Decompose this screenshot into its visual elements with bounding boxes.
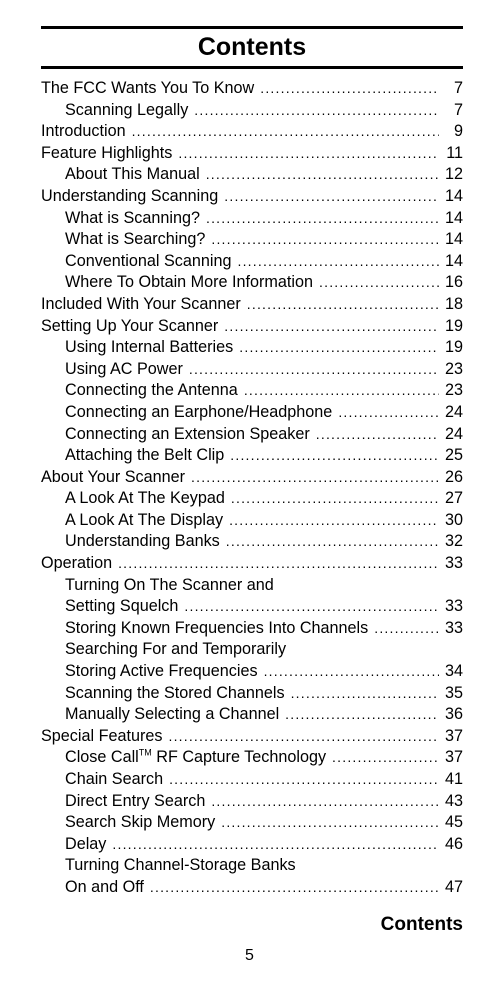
- toc-page-number: 25: [444, 446, 463, 465]
- toc-entry-title: [65, 445, 224, 467]
- toc-entry[interactable]: [41, 726, 463, 748]
- toc-entry-text: Conventional Scanning: [65, 251, 232, 270]
- page-number: 5: [245, 947, 254, 964]
- toc-page-number: 14: [444, 186, 463, 205]
- dot-leader: [291, 683, 439, 705]
- toc-page-number: 26: [444, 467, 463, 486]
- toc-entry-title: [65, 402, 332, 424]
- toc-entry-text: Connecting an Extension Speaker: [65, 424, 310, 443]
- dot-leader: [260, 78, 439, 100]
- toc-entry-title: [41, 726, 162, 748]
- toc-entry-text: Setting Up Your Scanner: [41, 316, 219, 335]
- dot-leader: [231, 488, 439, 510]
- toc-entry-text: Understanding Banks: [65, 532, 220, 551]
- dot-leader: [178, 143, 439, 165]
- toc-page-number: 16: [444, 273, 463, 292]
- toc-entry-title: [65, 164, 200, 186]
- toc-page-number: 9: [453, 122, 463, 141]
- toc-page-number: 14: [444, 251, 463, 270]
- toc-entry-text-after: RF Capture Technology: [151, 748, 327, 767]
- toc-entry[interactable]: [41, 337, 463, 359]
- toc-entry[interactable]: [41, 100, 463, 122]
- toc-entry-title: [65, 337, 233, 359]
- toc-page-number: 43: [444, 791, 463, 810]
- toc-entry[interactable]: [41, 186, 463, 208]
- toc-page-number: 37: [444, 726, 463, 745]
- toc-entry-title: [41, 467, 185, 489]
- toc-entry[interactable]: [41, 618, 463, 640]
- dot-leader: [211, 791, 439, 813]
- dot-leader: [332, 747, 439, 769]
- toc-page-number: 33: [444, 597, 463, 616]
- toc-entry-text: Setting Squelch: [65, 597, 179, 616]
- toc-entry-title: [65, 704, 279, 726]
- toc-entry-text: Search Skip Memory: [65, 813, 216, 832]
- toc-page-number: 24: [444, 402, 463, 421]
- toc-entry[interactable]: [41, 639, 463, 661]
- toc-entry[interactable]: [41, 380, 463, 402]
- dot-leader: [191, 467, 439, 489]
- dot-leader: [224, 186, 439, 208]
- toc-entry-title: [65, 639, 286, 661]
- toc-entry[interactable]: [41, 467, 463, 489]
- toc-entry-title: [65, 424, 310, 446]
- toc-entry[interactable]: [41, 575, 463, 597]
- toc-entry-title: [65, 877, 144, 899]
- toc-entry-text: Storing Known Frequencies Into Channels: [65, 618, 369, 637]
- toc-entry[interactable]: [41, 121, 463, 143]
- page-title: Contents: [197, 33, 307, 61]
- toc-entry-text: Turning Channel-Storage Banks: [65, 856, 296, 875]
- toc-page-number: 27: [444, 489, 463, 508]
- toc-entry-title: [41, 553, 112, 575]
- dot-leader: [238, 251, 439, 273]
- toc-entry-text: On and Off: [65, 877, 144, 896]
- toc-entry[interactable]: [41, 791, 463, 813]
- toc-entry-title: [65, 618, 368, 640]
- toc-page-number: 11: [446, 143, 463, 162]
- toc-entry-text: Introduction: [41, 122, 126, 141]
- toc-entry-text: Direct Entry Search: [65, 791, 206, 810]
- toc-entry-title: [65, 661, 258, 683]
- dot-leader: [194, 100, 439, 122]
- toc-entry-title: [65, 596, 178, 618]
- dot-leader: [169, 769, 439, 791]
- toc-entry-text: Using Internal Batteries: [65, 338, 234, 357]
- footer-section-label: Contents: [380, 914, 463, 935]
- toc-entry-title: [65, 575, 274, 597]
- toc-entry-text: Using AC Power: [65, 359, 183, 378]
- toc-page-number: 14: [444, 230, 463, 249]
- dot-leader: [229, 510, 439, 532]
- toc-entry-title: [65, 747, 326, 769]
- toc-entry[interactable]: [41, 488, 463, 510]
- toc-entry[interactable]: [41, 208, 463, 230]
- dot-leader: [239, 337, 439, 359]
- toc-entry-title: [41, 186, 218, 208]
- toc-entry-title: [65, 855, 296, 877]
- toc-entry-title: [65, 510, 223, 532]
- toc-entry-text: What is Scanning?: [65, 208, 200, 227]
- toc-entry-text: Close Call: [65, 748, 139, 767]
- dot-leader: [221, 812, 439, 834]
- toc-entry-text: Special Features: [41, 726, 163, 745]
- toc-entry-title: [65, 359, 183, 381]
- dot-leader: [112, 834, 439, 856]
- toc-page-number: 32: [444, 532, 463, 551]
- toc-entry-text: Scanning Legally: [65, 100, 189, 119]
- toc-page-number: 23: [444, 381, 463, 400]
- toc-entry-text: The FCC Wants You To Know: [41, 79, 255, 97]
- toc-entry[interactable]: [41, 229, 463, 251]
- toc-entry[interactable]: [41, 747, 463, 769]
- toc-entry[interactable]: [41, 769, 463, 791]
- toc-entry-title: [41, 294, 241, 316]
- toc-entry-title: [65, 531, 220, 553]
- dot-leader: [206, 164, 439, 186]
- toc-page-number: 24: [444, 424, 463, 443]
- toc-entry[interactable]: [41, 661, 463, 683]
- toc-entry-title: [65, 100, 188, 122]
- dot-leader: [285, 704, 439, 726]
- toc-entry-title: [65, 251, 232, 273]
- toc-entry-text: Delay: [65, 834, 107, 853]
- dot-leader: [319, 272, 439, 294]
- toc-entry[interactable]: [41, 855, 463, 877]
- toc-entry[interactable]: [41, 877, 463, 899]
- toc-page-number: 36: [444, 705, 463, 724]
- toc-page-number: 19: [444, 338, 463, 357]
- toc-page-number: 46: [444, 834, 463, 853]
- toc-entry[interactable]: [41, 683, 463, 705]
- toc-entry[interactable]: [41, 251, 463, 273]
- toc-entry-text: Connecting the Antenna: [65, 381, 238, 400]
- toc-page-number: 23: [444, 359, 463, 378]
- toc-entry-text: Connecting an Earphone/Headphone: [65, 402, 333, 421]
- dot-leader: [132, 121, 439, 143]
- toc-page-number: 35: [444, 683, 463, 702]
- bottom-rule: [41, 66, 463, 69]
- toc-entry[interactable]: [41, 445, 463, 467]
- table-of-contents: [41, 78, 463, 899]
- dot-leader: [189, 359, 439, 381]
- toc-entry-title: [41, 78, 254, 100]
- toc-entry-text: About This Manual: [65, 165, 200, 184]
- dot-leader: [224, 316, 439, 338]
- toc-entry-title: [41, 121, 126, 143]
- dot-leader: [118, 553, 439, 575]
- toc-entry-text: Turning On The Scanner and: [65, 575, 274, 594]
- toc-entry-title: [41, 316, 218, 338]
- contents-header: [41, 0, 463, 70]
- toc-page-number: 19: [444, 316, 463, 335]
- toc-entry[interactable]: [41, 78, 463, 100]
- toc-page-number: 45: [444, 813, 463, 832]
- dot-leader: [206, 208, 439, 230]
- toc-page-number: 14: [444, 208, 463, 227]
- toc-entry[interactable]: [41, 553, 463, 575]
- toc-page-number: 30: [444, 510, 463, 529]
- toc-entry[interactable]: [41, 272, 463, 294]
- toc-entry-text: Understanding Scanning: [41, 186, 219, 205]
- toc-page-number: 7: [453, 79, 463, 97]
- trademark-superscript: TM: [138, 748, 152, 759]
- toc-entry-text: Scanning the Stored Channels: [65, 683, 285, 702]
- dot-leader: [338, 402, 439, 424]
- toc-entry-title: [65, 488, 225, 510]
- toc-entry-text: Where To Obtain More Information: [65, 273, 314, 292]
- toc-entry[interactable]: [41, 704, 463, 726]
- dot-leader: [244, 380, 439, 402]
- toc-page-number: 33: [444, 618, 463, 637]
- toc-entry[interactable]: [41, 510, 463, 532]
- toc-entry-title: [65, 272, 313, 294]
- toc-entry-title: [65, 791, 205, 813]
- dot-leader: [184, 596, 439, 618]
- toc-entry-title: [65, 812, 215, 834]
- toc-entry-title: [65, 683, 285, 705]
- toc-entry[interactable]: [41, 316, 463, 338]
- toc-entry-title: [65, 834, 106, 856]
- dot-leader: [230, 445, 439, 467]
- toc-entry-text: Operation: [41, 554, 113, 573]
- toc-entry-title: [65, 208, 200, 230]
- dot-leader: [247, 294, 439, 316]
- toc-page-number: 47: [444, 877, 463, 896]
- toc-page-number: 34: [444, 662, 463, 681]
- dot-leader: [211, 229, 439, 251]
- toc-entry[interactable]: [41, 531, 463, 553]
- toc-entry-text: About Your Scanner: [41, 467, 186, 486]
- toc-page-number: 12: [444, 165, 463, 184]
- toc-entry[interactable]: [41, 424, 463, 446]
- toc-entry[interactable]: [41, 812, 463, 834]
- toc-entry-text: Chain Search: [65, 770, 164, 788]
- dot-leader: [316, 424, 439, 446]
- toc-page-number: 18: [444, 294, 463, 313]
- top-rule: [41, 26, 463, 29]
- toc-entry-title: [65, 769, 163, 791]
- toc-entry-title: [41, 143, 172, 165]
- toc-entry-title: [65, 380, 238, 402]
- toc-entry[interactable]: [41, 596, 463, 618]
- toc-page-number: 37: [444, 748, 463, 767]
- toc-entry[interactable]: [41, 402, 463, 424]
- toc-entry-text: Manually Selecting a Channel: [65, 705, 280, 724]
- toc-entry[interactable]: [41, 294, 463, 316]
- dot-leader: [226, 531, 439, 553]
- toc-entry-text: Storing Active Frequencies: [65, 662, 258, 681]
- toc-entry-text: Feature Highlights: [41, 143, 173, 162]
- toc-entry[interactable]: [41, 143, 463, 165]
- dot-leader: [150, 877, 439, 899]
- toc-entry-text: Included With Your Scanner: [41, 294, 241, 313]
- toc-entry-text: What is Searching?: [65, 230, 206, 249]
- dot-leader: [374, 618, 439, 640]
- toc-page-number: 7: [453, 100, 463, 119]
- toc-entry[interactable]: [41, 834, 463, 856]
- toc-entry-text: A Look At The Keypad: [65, 489, 225, 508]
- toc-entry-text: Attaching the Belt Clip: [65, 446, 225, 465]
- dot-leader: [264, 661, 439, 683]
- toc-entry-text: Searching For and Temporarily: [65, 640, 287, 659]
- toc-page-number: 33: [444, 554, 463, 573]
- toc-entry-text: A Look At The Display: [65, 510, 224, 529]
- toc-entry[interactable]: [41, 164, 463, 186]
- dot-leader: [168, 726, 439, 748]
- toc-entry[interactable]: [41, 359, 463, 381]
- toc-entry-title: [65, 229, 205, 251]
- toc-page-number: 41: [444, 770, 463, 788]
